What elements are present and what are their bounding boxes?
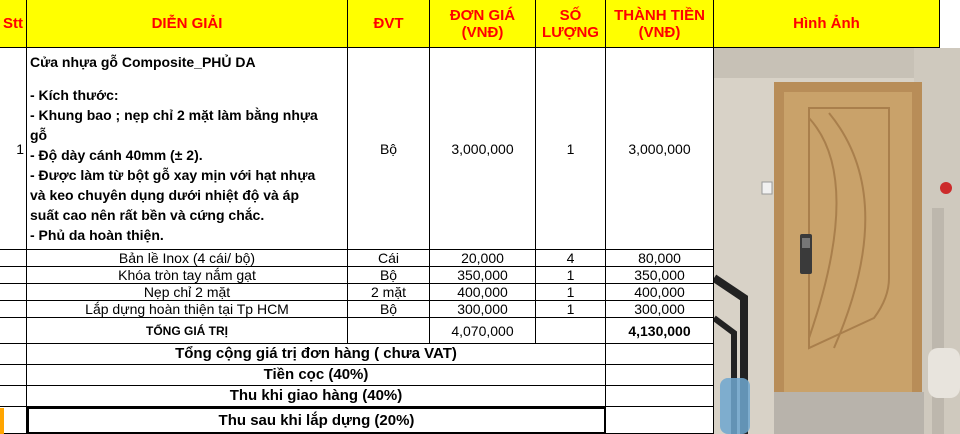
row-quantity: 1 bbox=[566, 267, 575, 283]
total-row-unit bbox=[348, 318, 430, 344]
row-quantity: 1 bbox=[566, 301, 575, 317]
spec-line: và keo chuyên dụng dưới nhiệt độ và áp bbox=[30, 187, 300, 203]
main-item-quantity bbox=[536, 48, 606, 250]
header-total-label: THÀNH TIỀN (VNĐ) bbox=[614, 6, 705, 41]
summary-value bbox=[606, 407, 714, 434]
table-row-total bbox=[606, 250, 714, 267]
table-row-total bbox=[606, 267, 714, 284]
summary-label: Thu sau khi lắp dựng (20%) bbox=[218, 411, 415, 429]
summary-stt bbox=[0, 386, 27, 407]
table-row-quantity bbox=[536, 267, 606, 284]
summary-stt bbox=[0, 365, 27, 386]
row-quantity: 4 bbox=[566, 250, 575, 266]
door-photo bbox=[714, 48, 960, 434]
main-item-price-value: 3,000,000 bbox=[451, 140, 514, 157]
row-unit: Cái bbox=[377, 250, 399, 266]
summary-value bbox=[606, 344, 714, 365]
table-row-stt bbox=[0, 301, 27, 318]
table-row-total bbox=[606, 301, 714, 318]
main-item-unit-value: Bộ bbox=[379, 140, 398, 157]
table-row-quantity bbox=[536, 250, 606, 267]
table-row-unit bbox=[348, 284, 430, 301]
table-row-quantity bbox=[536, 284, 606, 301]
summary-stt bbox=[0, 344, 27, 365]
spec-line: gỗ bbox=[30, 127, 48, 143]
table-row-description bbox=[27, 301, 348, 318]
row-total: 300,000 bbox=[634, 301, 685, 317]
row-price: 350,000 bbox=[457, 267, 508, 283]
spec-line: - Độ dày cánh 40mm (± 2). bbox=[30, 147, 203, 163]
table-row-description bbox=[27, 250, 348, 267]
summary-on-delivery bbox=[27, 386, 606, 407]
summary-order-total bbox=[27, 344, 606, 365]
row-unit: 2 mặt bbox=[370, 284, 406, 300]
table-row-stt bbox=[0, 250, 27, 267]
row-price: 300,000 bbox=[457, 301, 508, 317]
table-row-description bbox=[27, 284, 348, 301]
spec-line: suất cao nên rất bền và cứng chắc. bbox=[30, 207, 265, 223]
row-price: 20,000 bbox=[461, 250, 504, 266]
summary-label: Tổng cộng giá trị đơn hàng ( chưa VAT) bbox=[175, 345, 457, 362]
wall-object bbox=[928, 348, 960, 398]
row-total: 350,000 bbox=[634, 267, 685, 283]
header-unit-label: ĐVT bbox=[373, 15, 404, 32]
header-quantity-label: SỐ LƯỢNG bbox=[542, 6, 599, 41]
table-row-unit bbox=[348, 250, 430, 267]
main-item-stt bbox=[0, 48, 27, 250]
header-description-label: DIỄN GIẢI bbox=[151, 15, 223, 32]
header-quantity bbox=[536, 0, 606, 48]
smart-lock-keypad bbox=[802, 238, 810, 248]
orange-marker bbox=[0, 408, 4, 434]
grand-total: 4,130,000 bbox=[628, 322, 691, 339]
summary-stt bbox=[0, 407, 27, 434]
table-row-price bbox=[430, 250, 536, 267]
row-unit: Bộ bbox=[379, 301, 398, 317]
spec-line: - Kích thước: bbox=[30, 87, 119, 103]
header-price-label: ĐƠN GIÁ (VNĐ) bbox=[449, 6, 516, 41]
main-item-price bbox=[430, 48, 536, 250]
header-unit bbox=[348, 0, 430, 48]
header-price bbox=[430, 0, 536, 48]
water-bottle bbox=[720, 378, 750, 434]
header-total bbox=[606, 0, 714, 48]
table-row-total bbox=[606, 284, 714, 301]
total-row-grand bbox=[606, 318, 714, 344]
table-row-price bbox=[430, 301, 536, 318]
summary-label: Thu khi giao hàng (40%) bbox=[229, 387, 403, 404]
total-label: TỔNG GIÁ TRỊ bbox=[146, 323, 228, 338]
header-stt bbox=[0, 0, 27, 48]
row-total: 80,000 bbox=[638, 250, 681, 266]
summary-value bbox=[606, 365, 714, 386]
main-item-total bbox=[606, 48, 714, 250]
spec-line: - Khung bao ; nẹp chỉ 2 mặt làm bằng nhựa bbox=[30, 107, 318, 123]
total-row-price bbox=[430, 318, 536, 344]
row-quantity: 1 bbox=[566, 284, 575, 300]
table-row-quantity bbox=[536, 301, 606, 318]
total-price-sum: 4,070,000 bbox=[451, 322, 514, 339]
table-row-stt bbox=[0, 284, 27, 301]
header-description bbox=[27, 0, 348, 48]
table-row-unit bbox=[348, 267, 430, 284]
door-illustration bbox=[714, 48, 960, 434]
main-item-quantity-value: 1 bbox=[566, 140, 575, 157]
row-total: 400,000 bbox=[634, 284, 685, 300]
wall-pipe bbox=[932, 208, 944, 434]
row-unit: Bộ bbox=[379, 267, 398, 283]
main-item-title: Cửa nhựa gỗ Composite_PHỦ DA bbox=[30, 54, 256, 70]
total-row-stt bbox=[0, 318, 27, 344]
header-image-label: Hình Ảnh bbox=[793, 15, 860, 32]
summary-deposit bbox=[27, 365, 606, 386]
table-row-price bbox=[430, 284, 536, 301]
spec-line: - Phủ da hoàn thiện. bbox=[30, 227, 164, 243]
fire-alarm bbox=[940, 182, 952, 194]
table-row-price bbox=[430, 267, 536, 284]
header-image bbox=[714, 0, 940, 48]
table-row-stt bbox=[0, 267, 27, 284]
summary-after-install bbox=[27, 407, 606, 434]
main-item-description bbox=[27, 48, 348, 250]
row-price: 400,000 bbox=[457, 284, 508, 300]
main-item-unit bbox=[348, 48, 430, 250]
spec-line: - Được làm từ bột gỗ xay mịn với hạt nhựa bbox=[30, 167, 316, 183]
summary-label: Tiền cọc (40%) bbox=[263, 366, 369, 383]
light-switch bbox=[762, 182, 772, 194]
table-row-unit bbox=[348, 301, 430, 318]
row-description: Khóa tròn tay nắm gạt bbox=[118, 267, 256, 283]
total-row-label bbox=[27, 318, 348, 344]
total-row-quantity bbox=[536, 318, 606, 344]
summary-value bbox=[606, 386, 714, 407]
main-item-total-value: 3,000,000 bbox=[628, 140, 691, 157]
header-stt-label: Stt bbox=[3, 15, 23, 32]
floor bbox=[774, 392, 924, 434]
row-description: Bản lề Inox (4 cái/ bộ) bbox=[118, 250, 256, 266]
row-description: Lắp dựng hoàn thiện tại Tp HCM bbox=[85, 301, 289, 317]
main-item-stt-value: 1 bbox=[16, 140, 24, 157]
table-row-description bbox=[27, 267, 348, 284]
row-description: Nẹp chỉ 2 mặt bbox=[143, 284, 231, 300]
